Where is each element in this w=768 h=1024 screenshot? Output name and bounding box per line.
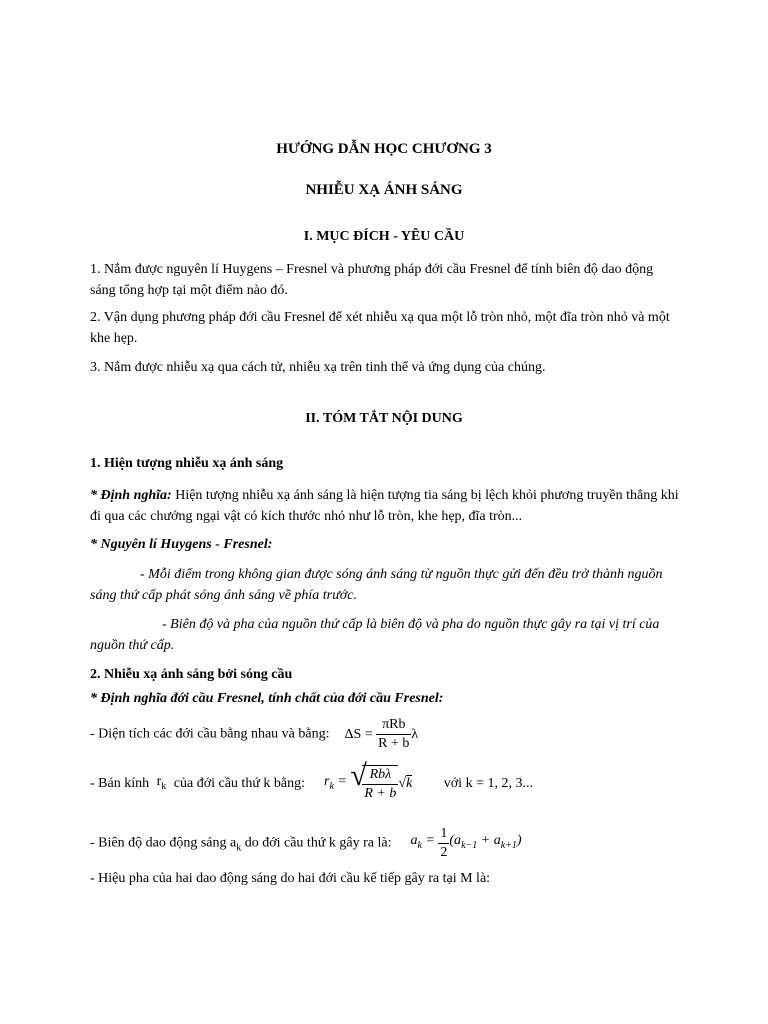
fresnel-zone-definition-label: * Định nghĩa đới cầu Fresnel, tính chất của đới cầu Fresnel: xyxy=(90,691,444,706)
zone-amplitude-rhs-sub1: k−1 xyxy=(461,839,478,851)
principle-point-2: - Biên độ và pha của nguồn thứ cấp là biên độ và pha do nguồn thực gây ra tại vị trí của nguồn thứ cấp. xyxy=(90,617,660,653)
zone-amplitude-lhs: a xyxy=(410,833,418,849)
zone-radius-symbol: r xyxy=(156,773,162,789)
section2-heading: II. TÓM TẮT NỘI DUNG xyxy=(305,411,463,426)
zone-area-text: - Diện tích các đới cầu bằng nhau và bằng: xyxy=(90,726,330,742)
zone-amplitude-formula: $a_k$ = $\frac{1}{2}$ $(a_{k-1} + a_{k+1})$ xyxy=(410,826,522,860)
zone-radius-k: k xyxy=(406,776,413,791)
zone-radius-text-a: - Bán kính xyxy=(90,776,150,791)
objective-item-3: 3. Nắm được nhiễu xạ qua cách tử, nhiễu xạ trên tinh thể và ứng dụng của chúng. xyxy=(90,360,546,375)
principle-label: * Nguyên lí Huygens - Fresnel: xyxy=(90,537,273,552)
zone-amplitude-text-b: do đới cầu thứ k gây ra là: xyxy=(241,835,392,851)
zone-amplitude-rhs-mid: + a xyxy=(477,833,501,849)
zone-area-fraction xyxy=(376,716,411,753)
zone-radius-line xyxy=(90,759,533,803)
zone-amplitude-rhs-open: (a xyxy=(449,833,462,849)
zone-area-line xyxy=(90,716,418,753)
definition-paragraph xyxy=(90,485,680,527)
zone-radius-lhs: r xyxy=(324,773,330,789)
zone-area-denominator: R + b xyxy=(378,736,410,751)
zone-area-numerator: πRb xyxy=(376,716,411,735)
zone-radius-numerator: Rbλ xyxy=(362,766,398,785)
zone-radius-condition: với k = 1, 2, 3... xyxy=(443,776,533,791)
zone-amplitude-rhs-sub2: k+1 xyxy=(500,839,517,851)
zone-amplitude-text-sub: k xyxy=(236,842,242,854)
phase-difference-line: - Hiệu pha của hai dao động sáng do hai đới cầu kế tiếp gây ra tại M là: xyxy=(90,871,491,886)
definition-label: * Định nghĩa: xyxy=(90,488,172,503)
chapter-subtitle: NHIỄU XẠ ÁNH SÁNG xyxy=(305,182,463,198)
principle-point-1: - Mỗi điểm trong không gian được sóng ánh sáng từ nguồn thực gửi đến đều trở thành nguồn sáng thứ cấp phát sóng ánh sáng về phía trước. xyxy=(90,567,663,603)
zone-radius-sqrt: √ $\frac{\text{Rbλ}}{R + b}$ xyxy=(350,759,397,801)
zone-amplitude-text-a: - Biên độ dao động sáng a xyxy=(90,835,237,851)
zone-radius-lhs-sub: k xyxy=(329,780,334,792)
zone-amplitude-lhs-sub: k xyxy=(417,839,422,851)
zone-area-lhs: ΔS = xyxy=(344,726,373,742)
zone-radius-formula: $r_k$ = √ $\frac{\text{Rbλ}}{R + b}$ √k xyxy=(324,759,413,801)
page-title: HƯỚNG DẪN HỌC CHƯƠNG 3 xyxy=(276,141,492,157)
section1-heading: I. MỤC ĐÍCH - YÊU CẦU xyxy=(303,229,465,244)
zone-amplitude-rhs-close: ) xyxy=(516,833,522,849)
zone-radius-text-b: của đới cầu thứ k bằng: xyxy=(173,776,306,791)
zone-amplitude-fraction xyxy=(438,825,449,862)
zone-area-lambda: λ xyxy=(411,726,419,742)
definition-text: Hiện tượng nhiễu xạ ánh sáng là hiện tượng tia sáng bị lệch khỏi phương truyền thẳng khi đi qua các chướng ngại vật có kích thước nhỏ như lỗ tròn, khe hẹp, đĩa tròn... xyxy=(90,488,679,524)
objective-item-1: 1. Nắm được nguyên lí Huygens – Fresnel và phương pháp đới cầu Fresnel để tính biên độ dao động sáng tổng hợp tại một điểm nào đó. xyxy=(90,262,654,298)
zone-amplitude-denominator: 2 xyxy=(440,845,448,860)
zone-amplitude-line xyxy=(90,825,522,862)
zone-area-formula xyxy=(344,717,419,751)
zone-radius-denominator: R + b xyxy=(364,786,397,801)
zone-amplitude-numerator: 1 xyxy=(438,825,449,844)
zone-radius-symbol-sub: k xyxy=(161,780,167,792)
objective-item-2: 2. Vận dụng phương pháp đới cầu Fresnel để xét nhiễu xạ qua một lỗ tròn nhỏ, một đĩa tròn nhỏ và một khe hẹp. xyxy=(90,310,670,346)
subsection2-heading: 2. Nhiễu xạ ánh sáng bởi sóng cầu xyxy=(90,667,293,682)
zone-radius-fraction xyxy=(362,766,398,803)
subsection1-heading: 1. Hiện tượng nhiễu xạ ánh sáng xyxy=(90,456,284,471)
